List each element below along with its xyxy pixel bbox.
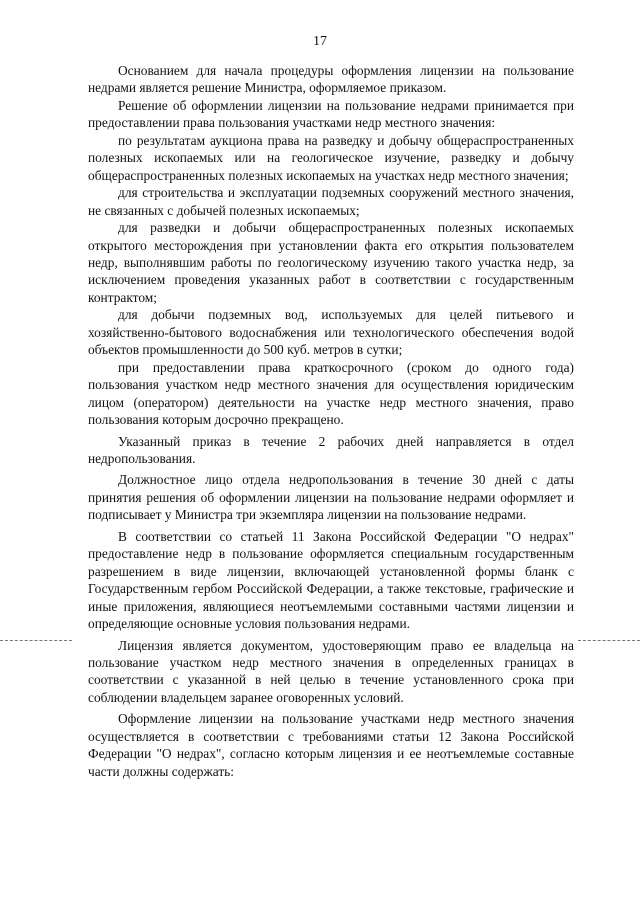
paragraph-article-12: Оформление лицензии на пользование участками недр местного значения осуществляется в соответствии с требованиями статьи 12 Закона Российской Федерации "О недрах", согласно которым лицензия и ее неотъемлемые составные части должны содержать:: [88, 711, 574, 779]
paragraph-license-definition: Лицензия является документом, удостоверяющим право ее владельца на пользование участком недр местного значения в определенных границах в соответствии с указанной в ней целью в течение установленного срока при соблюдении владельцем заранее оговоренных условий.: [88, 637, 574, 705]
list-item-short-term: при предоставлении права краткосрочного (сроком до одного года) пользования участком недр местного значения для осуществления юридическим лицом (оператором) деятельности на участке недр местного значения, право пользования которым досрочно прекращено.: [88, 359, 574, 428]
list-item-auction: по результатам аукциона права на разведку и добычу общераспространенных полезных ископаемых или на геологическое изучение, разведку и добычу общераспространенных полезных ископаемых на участках недр местного значения;: [88, 132, 574, 183]
scan-fold-line-left: [0, 640, 72, 641]
paragraph-official-duties: Должностное лицо отдела недропользования в течение 30 дней с даты принятия решения об оформлении лицензии на пользование недрами оформляет и подписывает у Министра три экземпляра лицензии на пользование недрами.: [88, 472, 574, 523]
list-item-underground-structures: для строительства и эксплуатации подземных сооружений местного значения, не связанных с добычей полезных ископаемых;: [88, 185, 574, 218]
paragraph-decision-cases: Решение об оформлении лицензии на пользование недрами принимается при предоставлении права пользования участками недр местного значения:: [88, 97, 574, 131]
paragraph-article-11: В соответствии со статьей 11 Закона Российской Федерации "О недрах" предоставление недр в пользование оформляется специальным государственным разрешением в виде лицензии, включающей установленной формы бланк с Государственным гербом Российской Федерации, а также текстовые, графические и иные приложения, являющиеся неотъемлемыми составными частями лицензии и определяющие основные условия пользования недрами.: [88, 528, 574, 632]
scan-fold-line-right: [578, 640, 640, 641]
page-number: 17: [313, 34, 327, 49]
document-body: [88, 62, 574, 780]
paragraph-license-basis: Основанием для начала процедуры оформления лицензии на пользование недрами является решение Министра, оформляемое приказом.: [88, 63, 574, 96]
paragraph-order-sent: Указанный приказ в течение 2 рабочих дней направляется в отдел недропользования.: [88, 433, 574, 466]
list-item-open-deposit: для разведки и добычи общераспространенных полезных ископаемых открытого месторождения при установлении факта его открытия пользователем недр, выполнявшим работы по геологическому изучению такого участка недр, за исключением проведения указанных работ в соответствии с государственным контрактом;: [88, 220, 574, 305]
list-item-groundwater: для добычи подземных вод, используемых для целей питьевого и хозяйственно-бытового водоснабжения или технологического обеспечения водой объектов промышленности до 500 куб. метров в сутки;: [88, 307, 574, 358]
